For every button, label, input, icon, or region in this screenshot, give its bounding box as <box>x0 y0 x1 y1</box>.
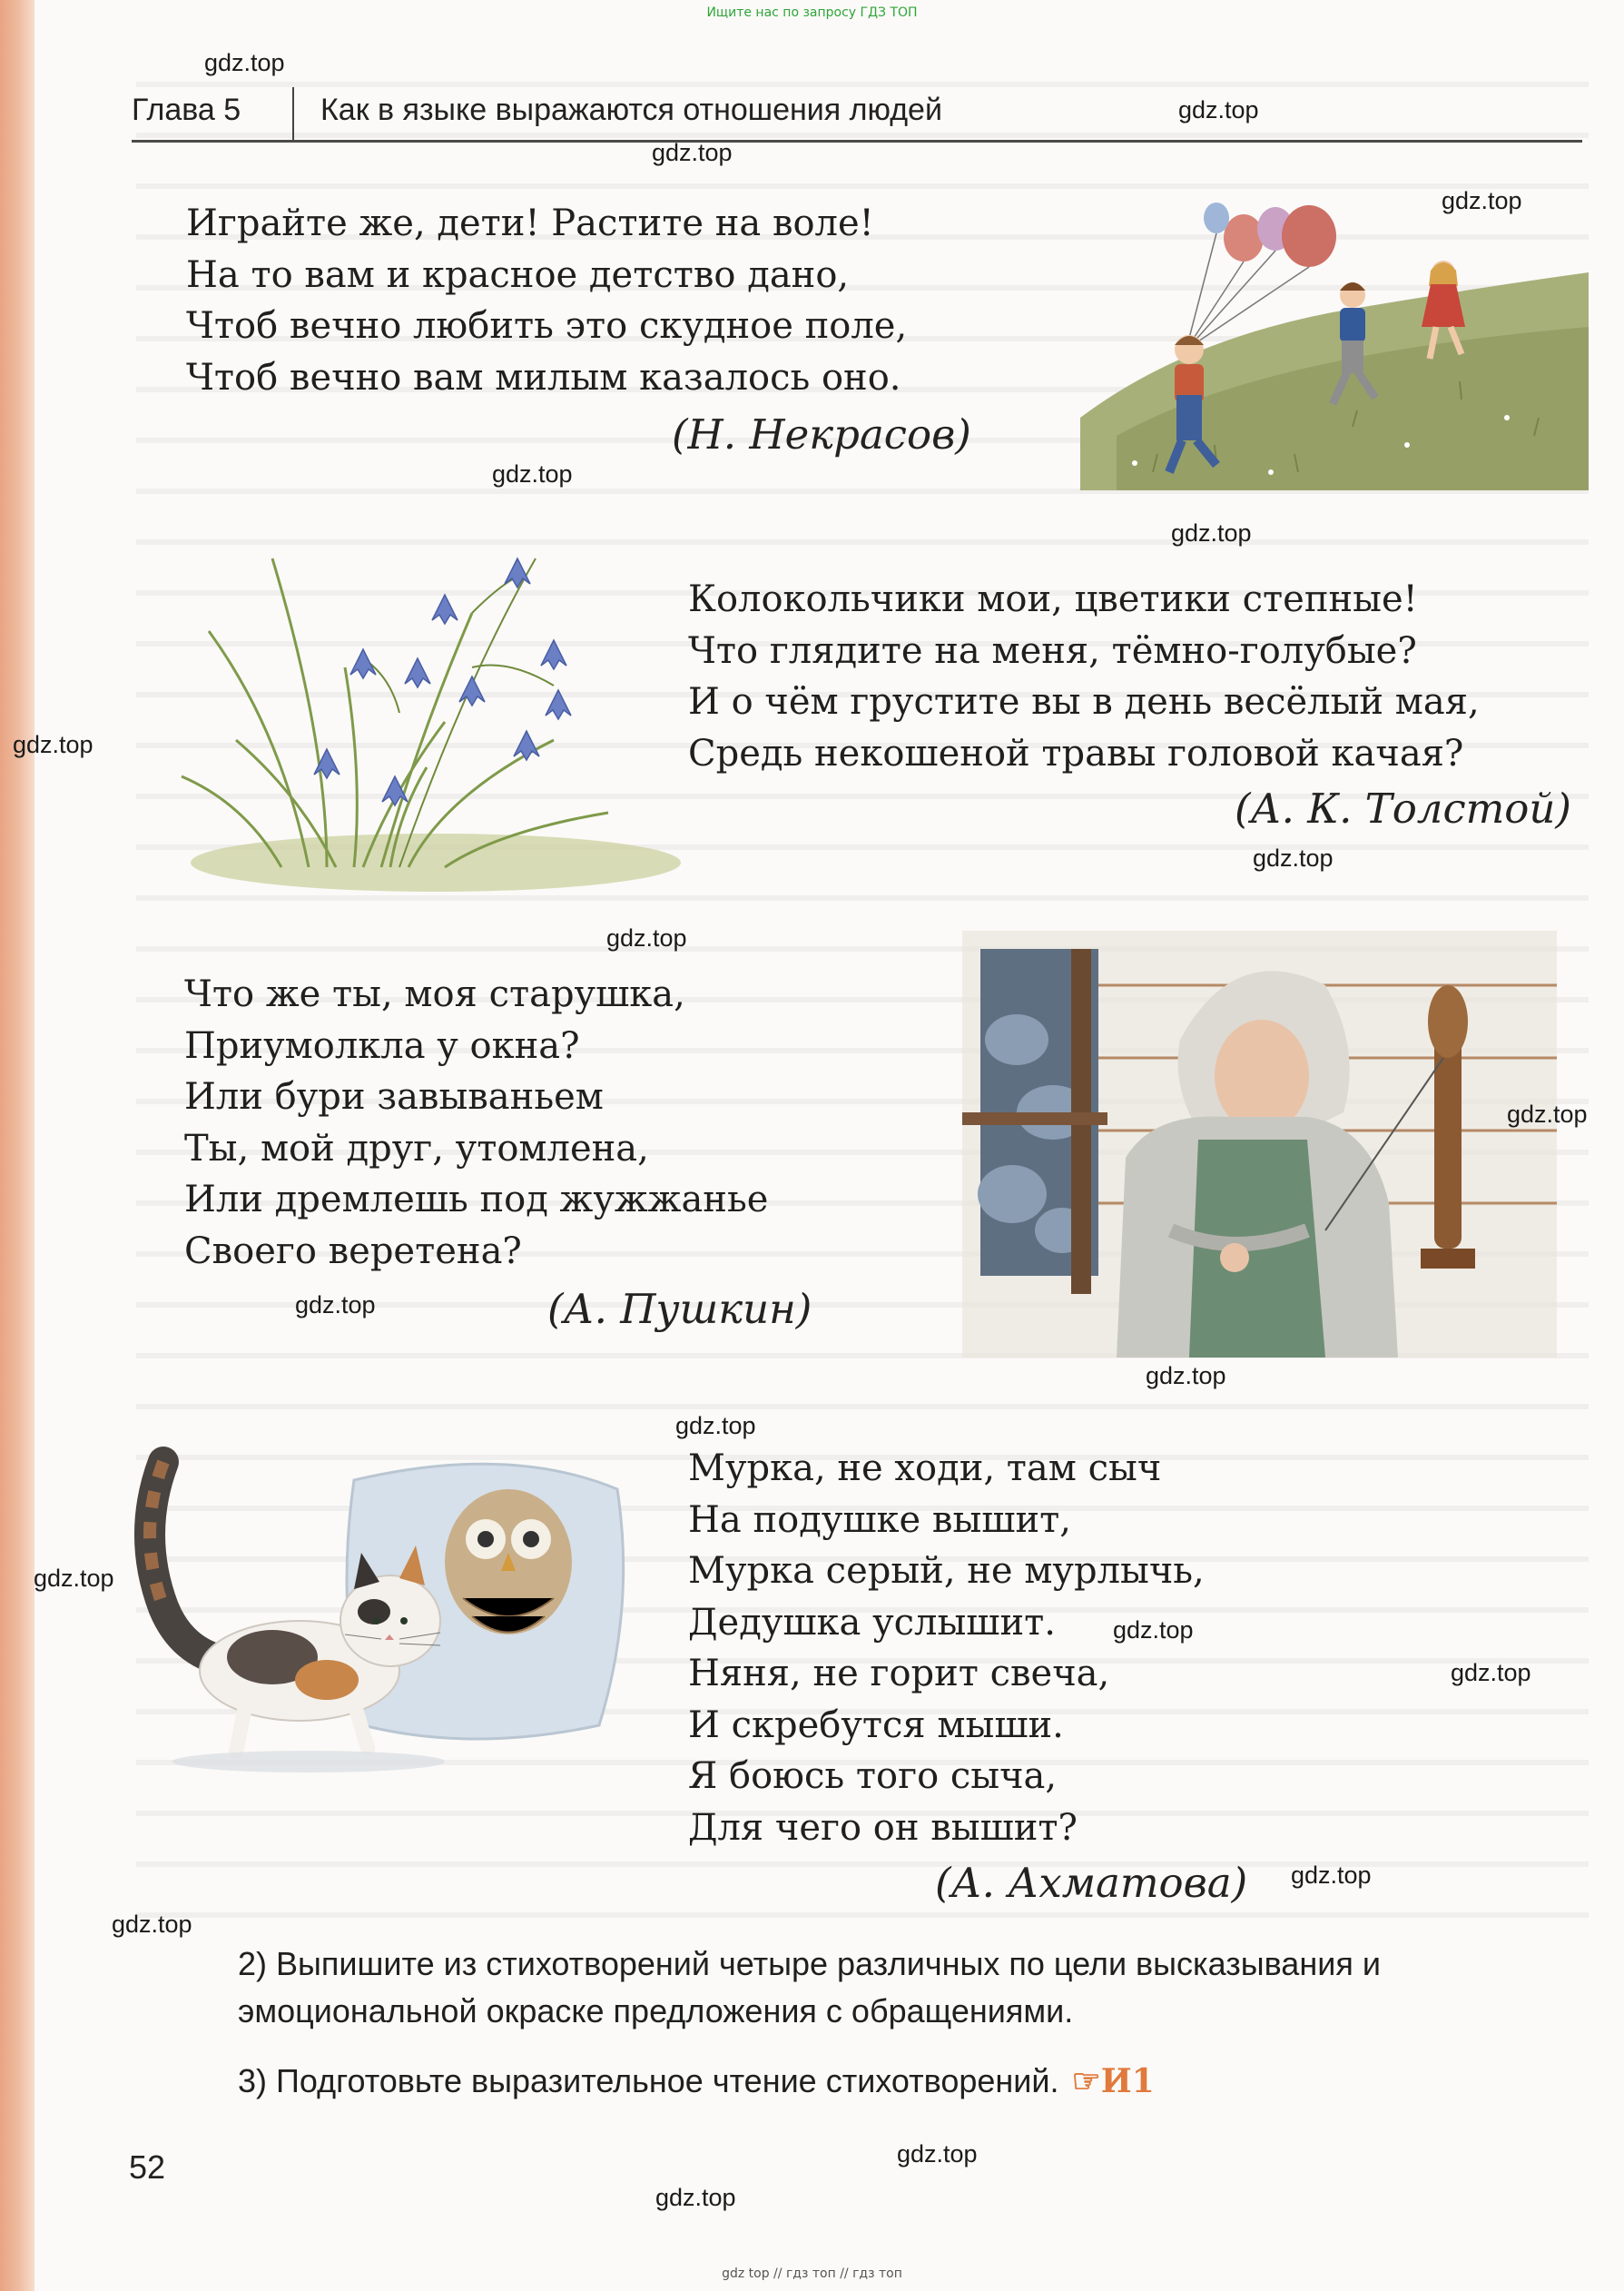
poem-tolstoy <box>688 574 1480 779</box>
watermark[interactable]: gdz.top <box>1507 1101 1588 1128</box>
task-3 <box>238 2058 1581 2105</box>
poem-pushkin <box>184 969 768 1277</box>
chapter-title: Как в языке выражаются отношения людей <box>320 93 942 127</box>
poem-author: (А. Пушкин) <box>547 1285 812 1333</box>
watermark[interactable]: gdz.top <box>1253 844 1334 872</box>
poem-line: Ты, мой друг, утомлена, <box>184 1127 649 1170</box>
watermark[interactable]: gdz.top <box>492 460 573 488</box>
watermark[interactable]: gdz.top <box>652 139 733 166</box>
pointing-hand-icon[interactable]: ☞И1 <box>1071 2062 1155 2100</box>
old-woman-spinning-illustration <box>962 931 1557 1358</box>
icon-label: И1 <box>1100 2062 1155 2100</box>
poem-line: И скребутся мыши. <box>688 1703 1064 1746</box>
watermark[interactable]: gdz.top <box>295 1291 376 1318</box>
watermark[interactable]: gdz.top <box>675 1412 756 1439</box>
poem-author: (Н. Некрасов) <box>672 410 971 459</box>
chapter-number: Глава 5 <box>132 93 241 127</box>
poem-line: Я боюсь того сыча, <box>688 1755 1058 1797</box>
watermark[interactable]: gdz.top <box>655 2184 736 2211</box>
cat-and-owl-pillow-illustration <box>127 1426 663 1789</box>
watermark[interactable]: gdz.top <box>1113 1616 1194 1644</box>
watermark[interactable]: gdz.top <box>1442 187 1522 214</box>
watermark[interactable]: gdz.top <box>1171 519 1252 547</box>
poem-line: Или дремлешь под жужжанье <box>184 1179 769 1220</box>
bottom-note[interactable]: gdz top // гдз топ // гдз топ <box>722 2266 902 2281</box>
poem-line: Что же ты, моя старушка, <box>184 973 685 1015</box>
poem-line: И о чём грустите вы в день весёлый мая, <box>688 681 1480 723</box>
chapter-header <box>132 87 1582 143</box>
poem-line: Или бури завываньем <box>184 1076 604 1118</box>
watermark[interactable]: gdz.top <box>1451 1659 1531 1686</box>
poem-line: Что глядите на меня, тёмно-голубые? <box>688 629 1417 672</box>
poem-line: Приумолкла у окна? <box>184 1024 580 1067</box>
watermark[interactable]: gdz.top <box>1146 1362 1226 1389</box>
poem-line: Няня, не горит свеча, <box>688 1653 1110 1694</box>
poem-line: Для чего он вышит? <box>688 1806 1078 1849</box>
watermark[interactable]: gdz.top <box>1178 96 1259 123</box>
poem-line: Дедушка услышит. <box>688 1601 1056 1644</box>
poem-line: Своего веретена? <box>184 1229 522 1272</box>
poem-line: Чтоб вечно любить это скудное поле, <box>186 305 908 347</box>
bellflowers-illustration <box>172 504 708 894</box>
children-with-balloons-illustration <box>1080 200 1589 490</box>
page-edge-band <box>0 0 34 2291</box>
watermark[interactable]: gdz.top <box>606 924 687 952</box>
watermark[interactable]: gdz.top <box>34 1565 114 1592</box>
poem-line: На подушке вышит, <box>688 1498 1071 1541</box>
header-separator <box>292 87 294 140</box>
watermark[interactable]: gdz.top <box>112 1911 192 1938</box>
poem-author: (А. К. Толстой) <box>1235 785 1571 833</box>
poem-line: Мурка серый, не мурлычь, <box>688 1550 1205 1592</box>
poem-author: (А. Ахматова) <box>935 1859 1248 1907</box>
poem-line: Играйте же, дети! Растите на воле! <box>186 202 874 244</box>
poem-line: Колокольчики мои, цветики степные! <box>688 578 1418 620</box>
poem-line: Чтоб вечно вам милым казалось оно. <box>186 356 901 399</box>
watermark[interactable]: gdz.top <box>1291 1861 1372 1889</box>
poem-akhmatova <box>688 1443 1205 1853</box>
watermark[interactable]: gdz.top <box>13 731 94 758</box>
watermark[interactable]: gdz.top <box>204 49 285 76</box>
poem-line: На то вам и красное детство дано, <box>186 253 850 296</box>
page-number: 52 <box>129 2148 166 2186</box>
poem-nekrasov <box>186 198 907 403</box>
top-search-note[interactable]: Ищите нас по запросу ГДЗ ТОП <box>706 5 918 20</box>
watermark[interactable]: gdz.top <box>897 2140 978 2168</box>
poem-line: Мурка, не ходи, там сыч <box>688 1447 1162 1489</box>
task-2: 2) Выпишите из стихотворений четыре различных по цели высказывания и эмоциональной окраске предложения с обращениями. <box>238 1945 1381 2029</box>
task-3-text: 3) Подготовьте выразительное чтение стихотворений. <box>238 2062 1059 2099</box>
poem-line: Средь некошеной травы головой качая? <box>688 732 1464 775</box>
